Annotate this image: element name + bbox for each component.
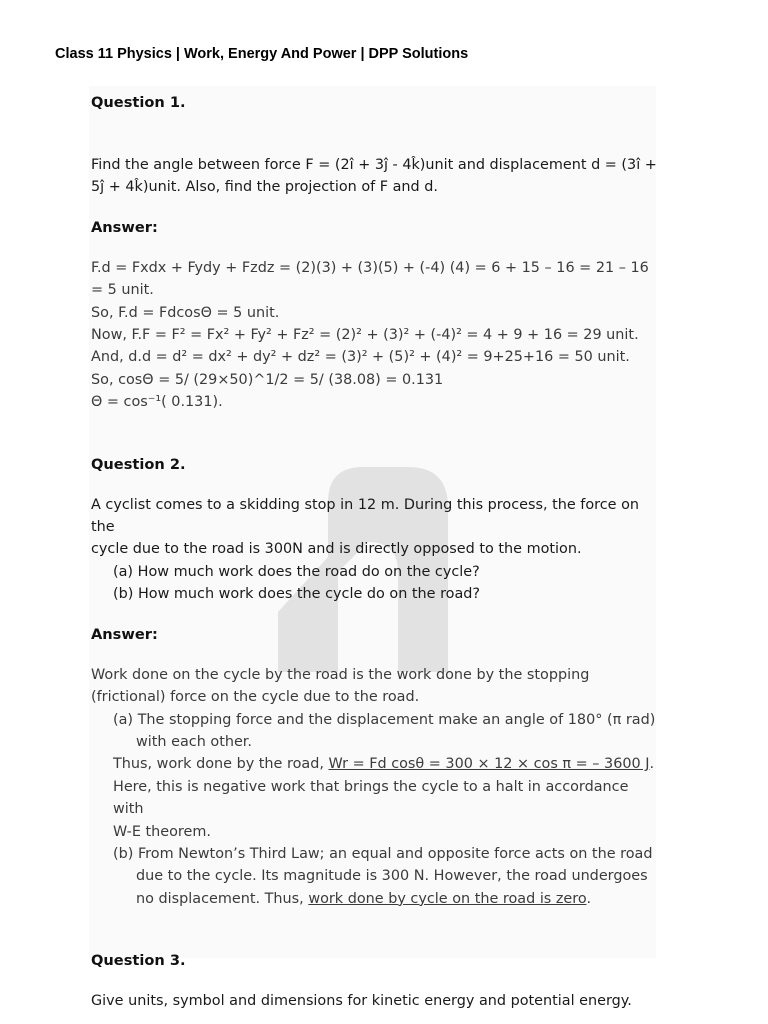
question-1-text-line2: 5ĵ + 4k̂)unit. Also, find the projection of F and d.	[91, 179, 438, 196]
answer-1-line: And, d.d = d² = dx² + dy² + dz² = (3)² + (5)² + (4)² = 9+25+16 = 50 unit.	[91, 349, 630, 366]
answer-2a-line1: (a) The stopping force and the displacement make an angle of 180° (π rad)	[113, 711, 656, 728]
question-3-title: Question 3.	[91, 952, 186, 970]
answer-1-label: Answer:	[91, 218, 158, 236]
answer-1-line: So, F.d = FdcosΘ = 5 unit.	[91, 304, 280, 321]
answer-1-line: So, cosΘ = 5/ (29×50)^1/2 = 5/ (38.08) = 0.131	[91, 371, 444, 388]
answer-2b-line3	[91, 888, 663, 910]
answer-2-intro-line1: Work done on the cycle by the road is the work done by the stopping	[91, 666, 590, 683]
question-1-title: Question 1.	[91, 94, 186, 111]
answer-2a-line2: with each other.	[136, 733, 252, 750]
answer-2b-line2: due to the cycle. Its magnitude is 300 N. However, the road undergoes	[136, 868, 648, 885]
answer-1-line: Θ = cos⁻¹( 0.131).	[91, 394, 223, 411]
answer-2-label: Answer:	[91, 625, 158, 643]
question-2-text-line1: A cyclist comes to a skidding stop in 12 m. During this process, the force on the	[91, 496, 640, 536]
answer-2-here-line2: W-E theorem.	[113, 823, 211, 840]
answer-2-intro-line2: (frictional) force on the cycle due to the road.	[91, 689, 420, 706]
question-3-text: Give units, symbol and dimensions for kinetic energy and potential energy.	[91, 993, 632, 1010]
answer-2b-line1: (b) From Newton’s Third Law; an equal and opposite force acts on the road	[113, 845, 653, 862]
answer-2-thus-line	[91, 753, 663, 775]
question-2-part-a: (a) How much work does the road do on the cycle?	[113, 563, 480, 580]
page-header-title: Class 11 Physics | Work, Energy And Power | DPP Solutions	[55, 46, 469, 62]
question-2-text-line2: cycle due to the road is 300N and is directly opposed to the motion.	[91, 541, 582, 558]
answer-2-thus-prefix: Thus, work done by the road,	[113, 756, 329, 773]
question-1-text-line1: Find the angle between force F = (2î + 3ĵ - 4k̂)unit and displacement d = (3î +	[91, 157, 657, 173]
answer-1-line: Now, F.F = F² = Fx² + Fy² + Fz² = (2)² + (3)² + (-4)² = 4 + 9 + 16 = 29 unit.	[91, 327, 639, 344]
answer-2-work-formula: Wr = Fd cosθ = 300 × 12 × cos π = – 3600 J	[328, 756, 650, 773]
answer-2-thus-suffix: .	[649, 756, 655, 773]
answer-2-here-line1: Here, this is negative work that brings the cycle to a halt in accordance with	[113, 778, 629, 818]
answer-2b-suffix: .	[586, 890, 592, 907]
answer-1-line: F.d = Fxdx + Fydy + Fzdz = (2)(3) + (3)(5) + (-4) (4) = 6 + 15 – 16 = 21 – 16 = 5 unit.	[91, 259, 649, 299]
answer-2b-prefix: no displacement. Thus,	[136, 890, 309, 907]
question-2-title: Question 2.	[91, 455, 186, 473]
question-2-part-b: (b) How much work does the cycle do on the road?	[113, 586, 481, 603]
answer-2b-conclusion: work done by cycle on the road is zero	[308, 890, 587, 907]
solutions-content	[91, 92, 663, 1013]
